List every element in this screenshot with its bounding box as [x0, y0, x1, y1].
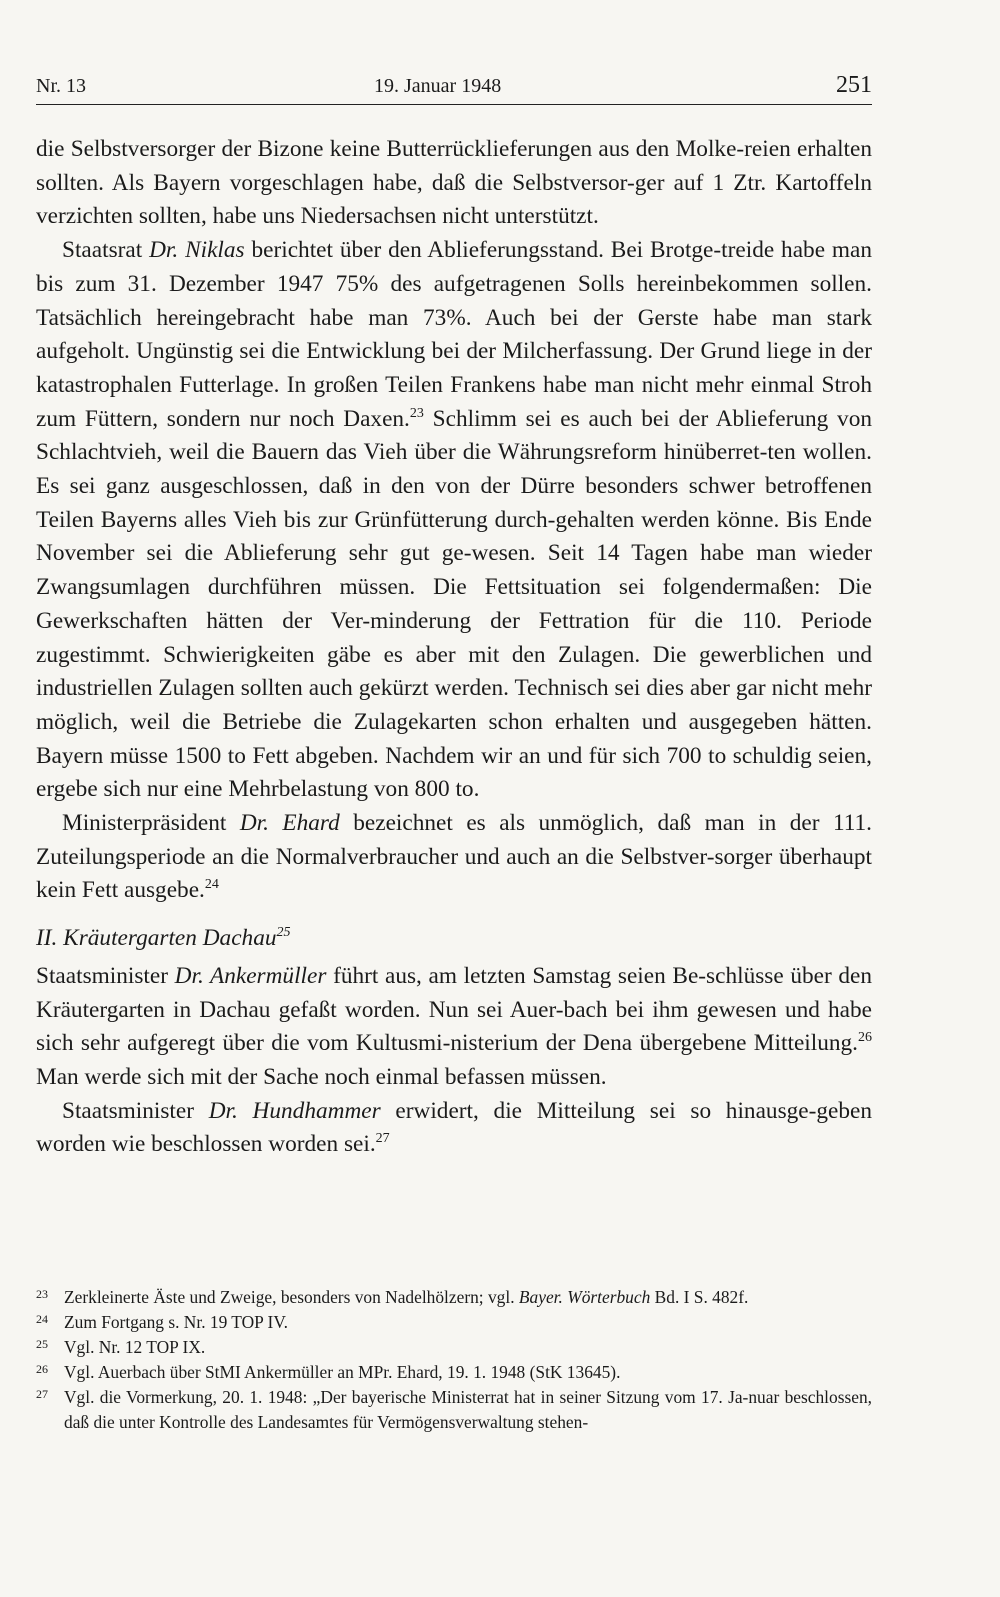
- footnote-ref: 24: [204, 877, 219, 893]
- speaker-name: Dr. Niklas: [149, 237, 245, 264]
- footnote-number: 23: [36, 1287, 48, 1301]
- footnote: 26 Vgl. Auerbach über StMI Ankermüller an MPr. Ehard, 19. 1. 1948 (StK 13645).: [36, 1360, 872, 1385]
- footnote-number: 25: [36, 1337, 48, 1351]
- speaker-name: Dr. Ehard: [239, 810, 340, 837]
- paragraph: die Selbstversorger der Bizone keine Butterrücklieferungen aus den Molke-reien erhalten sollten. Als Bayern vorgeschlagen habe, daß die Selbstversor-ger auf 1 Ztr. Kartoffeln verzichten sollten, habe uns Niedersachsen nicht unterstützt.: [36, 136, 872, 230]
- section-heading: II. Kräutergarten Dachau$^{25}$: [36, 925, 291, 952]
- footnote: 24 Zum Fortgang s. Nr. 19 TOP IV.: [36, 1310, 872, 1335]
- running-header: [36, 70, 872, 105]
- footnote-ref: 25: [276, 925, 291, 941]
- footnote: 23 Zerkleinerte Äste und Zweige, besonders von Nadelhölzern; vgl. Bayer. Wörterbuch Bd. I S. 482f.: [36, 1285, 872, 1310]
- page-number: 251: [836, 72, 872, 98]
- paragraph: Staatsminister Dr. Hundhammer erwidert, die Mitteilung sei so hinausge-geben worden wie beschlossen worden sei.$^{27}$: [36, 1097, 873, 1158]
- footnote-ref: 27: [375, 1131, 390, 1147]
- document-number: Nr. 13: [36, 75, 86, 97]
- paragraph: Staatsminister Dr. Ankermüller führt aus, am letzten Samstag seien Be-schlüsse über den Kräutergarten in Dachau gefaßt worden. Nun sei Auer-bach bei ihm gewesen und habe sich sehr aufgeregt über die vom Kultusmi-nisterium der Dena übergebene Mitteilung.$^{26}$ Man werde sich mit der Sache noch einmal befassen müssen.: [36, 962, 872, 1090]
- speaker-name: Dr. Hundhammer: [208, 1097, 381, 1124]
- footnotes: [36, 1285, 872, 1435]
- footnote: 25 Vgl. Nr. 12 TOP IX.: [36, 1335, 872, 1360]
- session-date: 19. Januar 1948: [374, 75, 502, 97]
- footnote-ref: 23: [409, 405, 424, 421]
- body-text: [36, 133, 872, 1162]
- footnote: 27 Vgl. die Vormerkung, 20. 1. 1948: „Der bayerische Ministerrat hat in seiner Sitzung vom 17. Ja-nuar beschlossen, daß die unter Kontrolle des Landesamtes für Vermögensverwaltung stehen-: [36, 1385, 872, 1435]
- footnote-ref: 26: [858, 1030, 872, 1046]
- paragraph: Ministerpräsident Dr. Ehard bezeichnet es als unmöglich, daß man in der 111. Zuteilungsperiode an die Normalverbraucher und auch an die Selbstver-sorger überhaupt kein Fett ausgebe.$^{24}$: [36, 810, 872, 904]
- paragraph: Staatsrat Dr. Niklas berichtet über den Ablieferungsstand. Bei Brotge-treide habe man bis zum 31. Dezember 1947 75% des aufgetragenen Solls hereinbekommen sollen. Tatsächlich hereingebracht habe man 73%. Auch bei der Gerste habe man stark aufgeholt. Ungünstig sei die Entwicklung bei der Milcherfassung. Der Grund liege in der katastrophalen Futterlage. In großen Teilen Frankens habe man nicht mehr einmal Stroh zum Füttern, sondern nur noch Daxen.$^{23}$ Schlimm sei es auch bei der Ablieferung von Schlachtvieh, weil die Bauern das Vieh über die Währungsreform hinüberret-ten wollen. Es sei ganz ausgeschlossen, daß in den von der Dürre besonders schwer betroffenen Teilen Bayerns alles Vieh bis zur Grünfütterung durch-gehalten werden könne. Bis Ende November sei die Ablieferung sehr gut ge-wesen. Seit 14 Tagen habe man wieder Zwangsumlagen durchführen müssen. Die Fettsituation sei folgendermaßen: Die Gewerkschaften hätten der Ver-minderung der Fettration für die 110. Periode zugestimmt. Schwierigkeiten gäbe es aber mit den Zulagen. Die gewerblichen und industriellen Zulagen sollten auch gekürzt werden. Technisch sei dies aber gar nicht mehr möglich, weil die Betriebe die Zulagekarten schon erhalten und ausgegeben hätten. Bayern müsse 1500 to Fett abgeben. Nachdem wir an und für sich 700 to schuldig seien, ergebe sich nur eine Mehrbelastung von 800 to.: [36, 237, 873, 803]
- footnote-number: 24: [36, 1312, 48, 1326]
- footnote-number: 26: [36, 1362, 48, 1376]
- speaker-name: Dr. Ankermüller: [174, 962, 327, 989]
- footnote-number: 27: [36, 1387, 48, 1401]
